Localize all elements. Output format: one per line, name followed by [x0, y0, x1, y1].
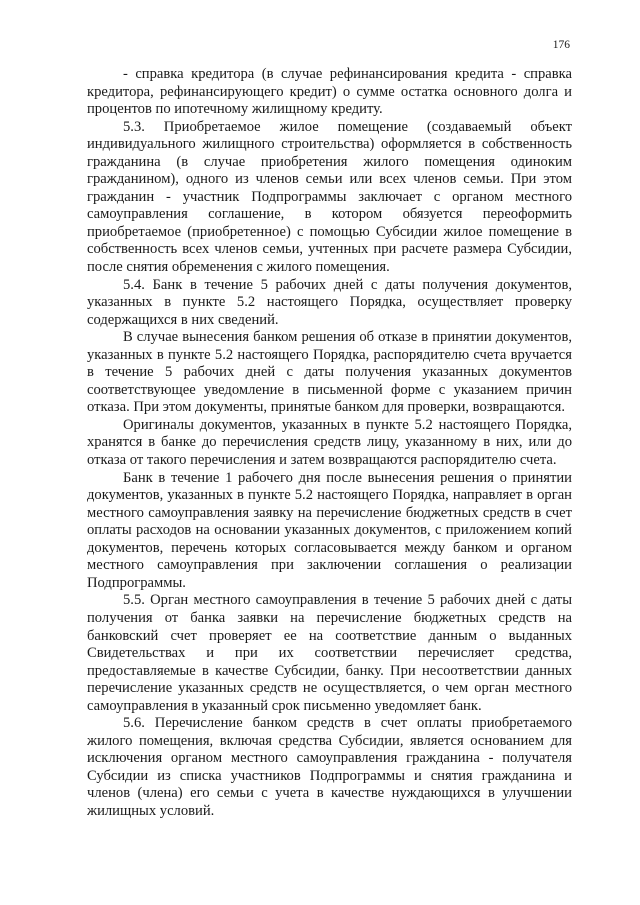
paragraph-originals: Оригиналы документов, указанных в пункте 5.2 настоящего Порядка, хранятся в банке до перечисления средств лицу, указанному в них, или до отказа от такого перечисления и затем возвращаются распорядителю счета. — [87, 416, 572, 469]
paragraph-5-6: 5.6. Перечисление банком средств в счет оплаты приобретаемого жилого помещения, включая средства Субсидии, является основанием для исключения органом местного самоуправления гражданина - получателя Субсидии из списка участников Подпрограммы и снятия гражданина и членов (члена) его семьи с учета в качестве нуждающихся в улучшении жилищных условий. — [87, 715, 572, 819]
paragraph-5-4: 5.4. Банк в течение 5 рабочих дней с даты получения документов, указанных в пункте 5.2 настоящего Порядка, осуществляет проверку содержащихся в них сведений. — [87, 276, 572, 328]
paragraph-creditor-certificate: - справка кредитора (в случае рефинансирования кредита - справка кредитора, рефинансирующего кредит) о сумме остатка основного долга и процентов по ипотечному жилищному кредиту. — [87, 66, 572, 118]
paragraph-refusal: В случае вынесения банком решения об отказе в принятии документов, указанных в пункте 5.2 настоящего Порядка, распорядителю счета вручается в течение 5 рабочих дней с даты получения указанных документов соответствующее уведомление в письменной форме с указанием причин отказа. При этом документы, принятые банком для проверки, возвращаются. — [87, 329, 572, 416]
paragraph-5-5: 5.5. Орган местного самоуправления в течение 5 рабочих дней с даты получения от банка заявки на перечисление бюджетных средств на банковский счет проверяет ее на соответствие данным о выданных Свидетельствах и при их соответствии перечисляет средства, предоставляемые в качестве Субсидии, банку. При несоответствии данных перечисление указанных средств не осуществляется, о чем орган местного самоуправления в указанный срок письменно уведомляет банк. — [87, 592, 572, 714]
document-body — [87, 66, 572, 821]
paragraph-5-3: 5.3. Приобретаемое жилое помещение (создаваемый объект индивидуального жилищного строительства) оформляется в собственность гражданина (в случае приобретения жилого помещения одиноким гражданином), одного из членов семьи или всех членов семьи. При этом гражданин - участник Подпрограммы заключает с органом местного самоуправления соглашение, в котором обязуется переоформить приобретаемое (приобретенное) с помощью Субсидии жилое помещение в собственность всех членов семьи, учтенных при расчете размера Субсидии, после снятия обременения с жилого помещения. — [87, 118, 572, 276]
paragraph-bank-request: Банк в течение 1 рабочего дня после вынесения решения о принятии документов, указанных в пункте 5.2 настоящего Порядка, направляет в орган местного самоуправления заявку на перечисление бюджетных средств в счет оплаты расходов на основании указанных документов, с приложением копий документов, перечень которых согласовывается между банком и органом местного самоуправления при заключении соглашения о реализации Подпрограммы. — [87, 469, 572, 591]
page-number: 176 — [552, 39, 570, 51]
